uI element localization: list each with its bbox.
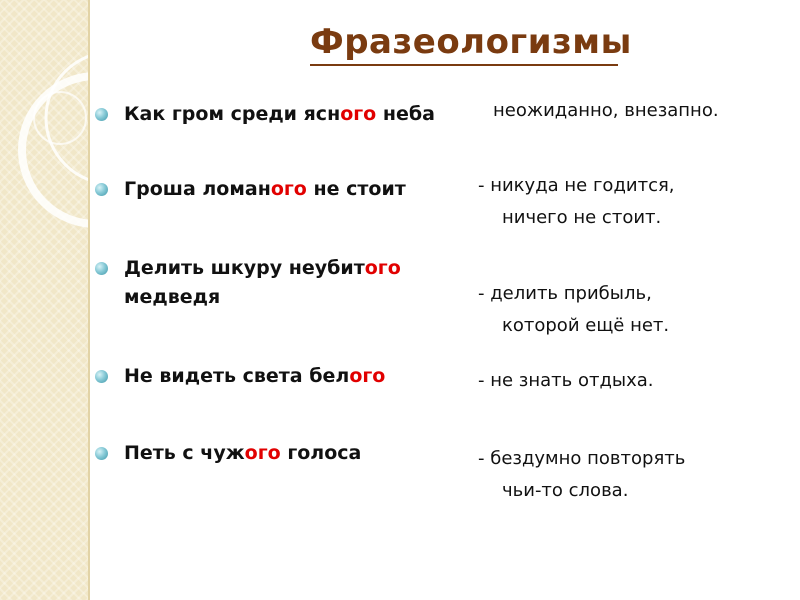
phrase-2 [124,175,406,204]
bullet-icon [95,108,108,121]
bullet-icon [95,183,108,196]
phrase-4-text-start: Не видеть света бел [124,365,350,387]
bullet-icon [95,262,108,275]
phrase-5-ending: ого [244,442,281,464]
phrase-2-text-end: не стоит [306,178,406,200]
decorative-rings [0,0,88,600]
phrase-2-text-start: Гроша ломан [124,178,271,200]
title-underline [310,64,618,66]
bullet-icon [95,447,108,460]
phrase-1-text-end: неба [376,103,435,125]
meaning-5 [478,443,685,507]
phrase-1-text-start: Как гром среди ясн [124,103,341,125]
meaning-4 [478,365,654,397]
phrase-4 [124,362,385,391]
phrase-5 [124,439,361,468]
meaning-3 [478,278,669,342]
meaning-3-line2: которой ещё нет. [502,315,670,336]
meaning-1-line1: неожиданно, внезапно. [493,100,719,121]
phrase-3 [124,254,401,312]
meaning-2 [478,170,675,234]
panel-divider [88,0,90,600]
meaning-2-line2: ничего не стоит. [502,207,662,228]
phrase-1-ending: ого [340,103,377,125]
phrase-2-ending: ого [270,178,307,200]
meaning-5-line1: - бездумно повторять [478,448,686,469]
phrase-3-line2: медведя [124,286,221,308]
meaning-3-line1: - делить прибыль, [478,283,652,304]
phrase-1 [124,100,435,129]
decorative-side-panel [0,0,88,600]
phrase-4-ending: ого [349,365,386,387]
phrase-5-text-end: голоса [280,442,362,464]
phrase-3-ending: ого [364,257,401,279]
meaning-5-line2: чьи-то слова. [502,480,629,501]
slide-title: Фразеологизмы [310,22,632,62]
meaning-2-line1: - никуда не годится, [478,175,675,196]
bullet-icon [95,370,108,383]
meaning-4-line1: - не знать отдыха. [478,370,654,391]
phrase-5-text-start: Петь с чуж [124,442,245,464]
phrase-3-text-start: Делить шкуру неубит [124,257,365,279]
meaning-1 [493,95,719,127]
